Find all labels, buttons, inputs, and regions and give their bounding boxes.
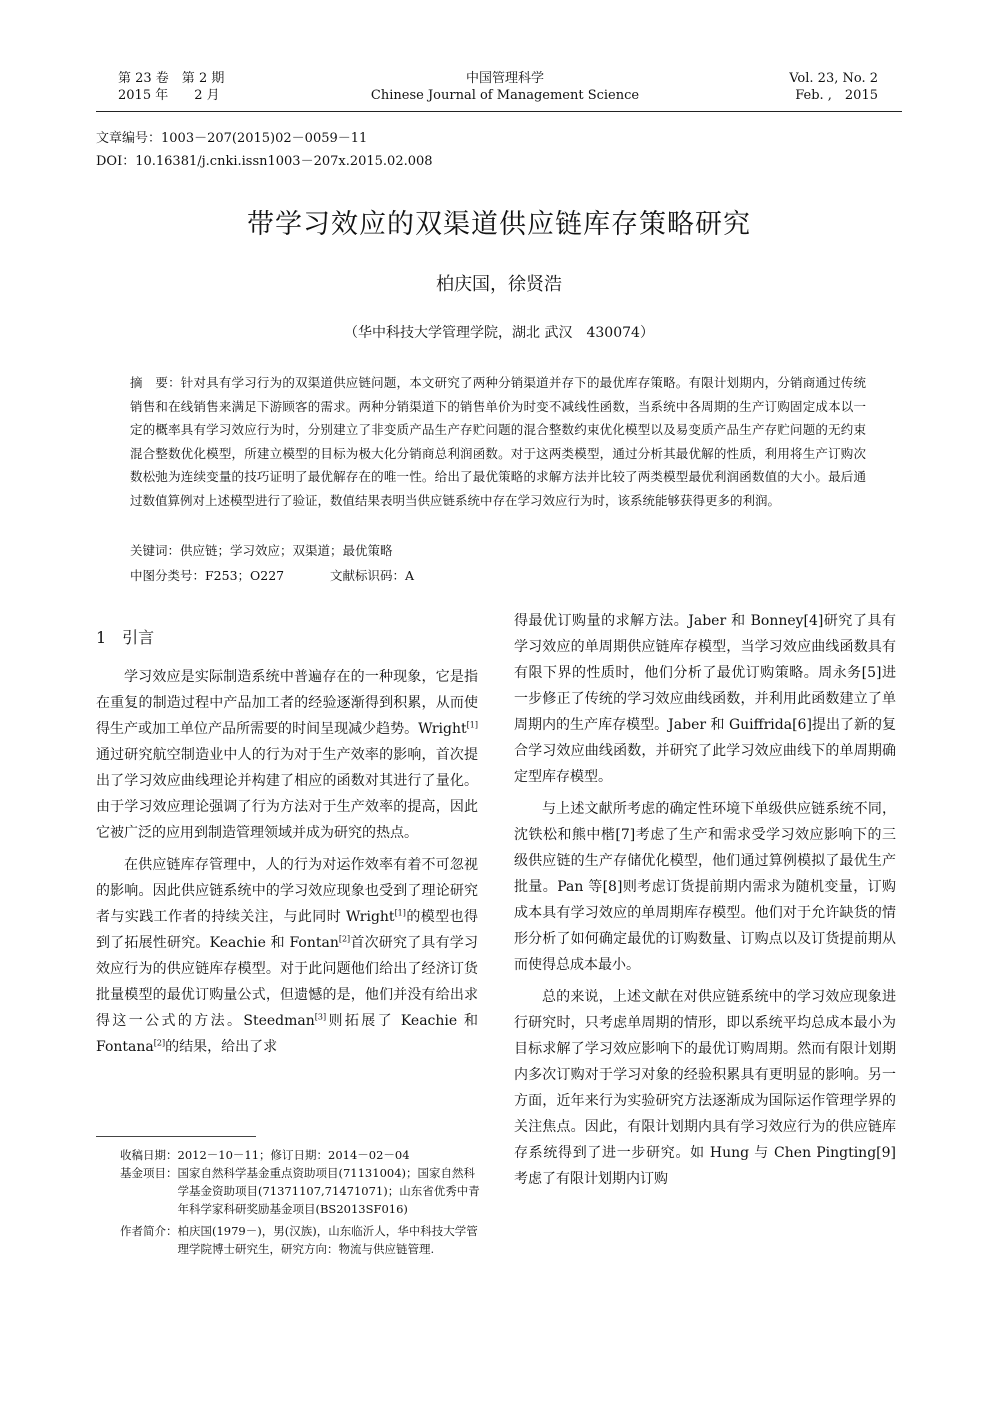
footnotes [120,1146,480,1258]
volume-issue-line: 第 23 卷 第 2 期 [118,71,225,86]
right-column [514,608,896,1198]
paragraph [96,664,478,846]
fund-info [120,1164,480,1218]
footnote-rule [96,1136,256,1137]
year-month-line: 2015 年 2 月 [118,88,220,103]
journal-name-en: Chinese Journal of Management Science [370,88,640,103]
journal-volume-issue [118,70,338,104]
paragraph [96,852,478,1060]
authors: 柏庆国，徐贤浩 [436,274,562,295]
text-run: 通过研究航空制造业中人的行为对于生产效率的影响，首次提出了学习效应曲线理论并构建了相应的函数对其进行了量化。由于学习效应理论强调了行为方法对于生产效率的提高，因此它被广泛的应用到制造管理领域并成为研究的热点。 [96,747,478,841]
text-run: 首次研究了具有学习效应行为的供应链库存模型。对于此问题他们给出了经济订货批量模型的最优订购量公式，但遗憾的是，他们并没有给出求得这一公式的方法。Steedman [96,935,479,1029]
abstract [130,371,866,512]
citation: [1] [394,908,406,918]
paper-title: 带学习效应的双渠道供应链库存策略研究 [247,209,751,240]
volume-en-line: Vol. 23, No. 2 [789,71,878,86]
author-text: 柏庆国(1979－)，男(汉族)，山东临沂人，华中科技大学管理学院博士研究生，研究方向：物流与供应链管理. [177,1224,478,1256]
citation: [3] [314,1012,327,1022]
date-en-line: Feb. , 2015 [795,88,878,103]
author-label: 作者简介： [120,1224,178,1238]
document-code: 文献标识码：A [330,568,415,583]
paragraph: 得最优订购量的求解方法。Jaber 和 Bonney[4]研究了具有学习效应的单周期供应链库存模型，当学习效应曲线函数具有有限下界的性质时，他们分析了最优订购策略。周永务[5]进一步修正了传统的学习效应曲线函数，并利用此函数建立了单周期内的生产库存模型。Jaber 和 Guiffrida[6]提出了新的复合学习效应曲线函数，并研究了此学习效应曲线下的单周期确定型库存模型。 [514,613,896,785]
citation: [1] [466,720,478,730]
section-heading: 1 引言 [96,628,155,647]
article-number: 文章编号：1003－207(2015)02－0059－11 [96,131,368,146]
text-run: 则拓展了 Keachie 和 Fontana [96,1013,478,1055]
doi: DOI：10.16381/j.cnki.issn1003－207x.2015.02.008 [96,154,433,169]
journal-name-cn: 中国管理科学 [465,71,544,86]
paragraph: 与上述文献所考虑的确定性环境下单级供应链系统不同，沈铁松和熊中楷[7]考虑了生产和需求受学习效应影响下的三级供应链的生产存储优化模型，他们通过算例模拟了最优生产批量。Pan 等[8]则考虑订货提前期内需求为随机变量，订购成本具有学习效应的单周期库存模型。他们对于允许缺货的情形分析了如何确定最优的订购数量、订购点以及订货提前期从而使得总成本最小。 [514,801,896,973]
journal-volume-en [690,70,878,104]
fund-text: 国家自然科学基金重点资助项目(71131004)；国家自然科学基金资助项目(71371107,71471071)；山东省优秀中青年科学家科研奖励基金项目(BS2013SF016) [177,1166,480,1216]
text-run: 学习效应是实际制造系统中普遍存在的一种现象，它是指在重复的制造过程中产品加工者的经验逐渐得到积累，从而使得生产或加工单位产品所需要的时间呈现减少趋势。Wright [96,669,478,737]
classification-number: 中图分类号：F253；O227 [130,568,285,583]
author-info [120,1222,480,1258]
received-date: 收稿日期：2012－10－11；修订日期：2014－02－04 [120,1148,410,1162]
paragraph: 总的来说，上述文献在对供应链系统中的学习效应现象进行研究时，只考虑单周期的情形，即以系统平均总成本最小为目标求解了学习效应影响下的最优订购周期。然而有限计划期内多次订购对于学习对象的经验积累具有更明显的影响。另一方面，近年来行为实验研究方法逐渐成为国际运作管理学界的关注焦点。因此，有限计划期内具有学习效应行为的供应链库存系统得到了进一步研究。如 Hung 与 Chen Pingting[9]考虑了有限计划期内订购 [514,989,896,1187]
citation: [2] [153,1038,166,1048]
citation: [2] [338,934,351,944]
affiliation: （华中科技大学管理学院，湖北 武汉 430074） [344,325,654,341]
left-column [96,664,478,1066]
header-rule [96,111,902,112]
text-run: 的模型也得到了拓展性研究。Keachie 和 Fontan [96,909,479,951]
text-run: 的结果，给出了求 [165,1039,278,1055]
abstract-text: 摘 要：针对具有学习行为的双渠道供应链问题，本文研究了两种分销渠道并存下的最优库存策略。有限计划期内，分销商通过传统销售和在线销售来满足下游顾客的需求。两种分销渠道下的销售单价为时变不减线性函数，当系统中各周期的生产订购固定成本以一定的概率具有学习效应行为时，分别建立了非变质产品生产存贮问题的混合整数约束优化模型以及易变质产品生产存贮问题的无约束混合整数优化模型，所建立模型的目标为极大化分销商总利润函数。对于这两类模型，通过分析其最优解的性质，利用将生产订购次数松弛为连续变量的技巧证明了最优解存在的唯一性。给出了最优策略的求解方法并比较了两类模型最优利润函数值的大小。最后通过数值算例对上述模型进行了验证，数值结果表明当供应链系统中存在学习效应行为时，该系统能够获得更多的利润。 [130,375,866,508]
text-run: 在供应链库存管理中，人的行为对运作效率有着不可忽视的影响。因此供应链系统中的学习效应现象也受到了理论研究者与实践工作者的持续关注，与此同时 Wright [96,857,478,925]
journal-name [340,70,670,104]
fund-label: 基金项目： [120,1166,178,1180]
keywords: 关键词：供应链；学习效应；双渠道；最优策略 [130,543,393,558]
